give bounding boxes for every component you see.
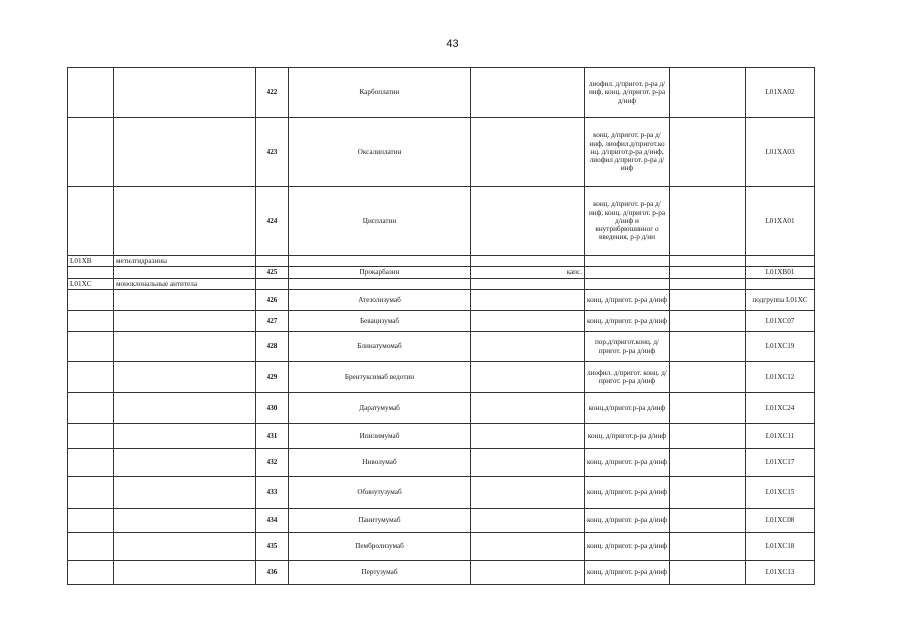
group-code-cell bbox=[68, 449, 114, 477]
atc-code: L01XC11 bbox=[746, 424, 815, 449]
group-code-cell bbox=[68, 424, 114, 449]
row-number: 432 bbox=[256, 449, 289, 477]
drug-extra bbox=[471, 561, 585, 585]
group-name-cell bbox=[114, 332, 256, 362]
empty-cell bbox=[746, 279, 815, 290]
group-name-cell bbox=[114, 68, 256, 118]
group-code: L01XB bbox=[68, 256, 114, 267]
group-row bbox=[68, 279, 815, 290]
table-row bbox=[68, 290, 815, 311]
dosage-form: конц.д/пригот.р-ра д/инф bbox=[585, 393, 670, 424]
row-number: 435 bbox=[256, 533, 289, 561]
empty-cell bbox=[471, 256, 585, 267]
row-number: 428 bbox=[256, 332, 289, 362]
group-name-cell bbox=[114, 509, 256, 533]
empty-cell bbox=[670, 68, 746, 118]
group-code-cell bbox=[68, 362, 114, 393]
group-name-cell bbox=[114, 311, 256, 332]
group-name-cell bbox=[114, 187, 256, 256]
drug-name: Обинутузумаб bbox=[289, 477, 471, 509]
atc-code: L01XC15 bbox=[746, 477, 815, 509]
empty-cell bbox=[585, 256, 670, 267]
row-number: 436 bbox=[256, 561, 289, 585]
table-row bbox=[68, 118, 815, 187]
empty-cell bbox=[670, 477, 746, 509]
drug-extra bbox=[471, 424, 585, 449]
drug-name: Панитумумаб bbox=[289, 509, 471, 533]
empty-cell bbox=[670, 332, 746, 362]
empty-cell bbox=[670, 267, 746, 279]
empty-cell bbox=[585, 279, 670, 290]
empty-cell bbox=[670, 362, 746, 393]
table-row bbox=[68, 267, 815, 279]
empty-cell bbox=[670, 533, 746, 561]
atc-code: L01XC19 bbox=[746, 332, 815, 362]
group-code-cell bbox=[68, 311, 114, 332]
atc-code: L01XC08 bbox=[746, 509, 815, 533]
group-name-cell bbox=[114, 533, 256, 561]
table-row bbox=[68, 68, 815, 118]
table-row bbox=[68, 393, 815, 424]
drug-name: Блинатумомаб bbox=[289, 332, 471, 362]
empty-cell bbox=[670, 290, 746, 311]
dosage-form: лиофил. д/пригот. р-ра д/инф, конц. д/пригот. р-ра д/инф bbox=[585, 68, 670, 118]
row-number: 423 bbox=[256, 118, 289, 187]
dosage-form: конц. д/пригот. р-ра д/инф, конц. д/пригот. р-ра д/инф и внутрибрюшинног о введения, р-р д/ин bbox=[585, 187, 670, 256]
drug-extra bbox=[471, 332, 585, 362]
group-code-cell bbox=[68, 68, 114, 118]
group-row bbox=[68, 256, 815, 267]
drug-name: Пембролизумаб bbox=[289, 533, 471, 561]
drug-name: Даратумумаб bbox=[289, 393, 471, 424]
table-row bbox=[68, 561, 815, 585]
table-row bbox=[68, 509, 815, 533]
table-row bbox=[68, 424, 815, 449]
row-number: 424 bbox=[256, 187, 289, 256]
drug-name: Ниволумаб bbox=[289, 449, 471, 477]
drug-extra bbox=[471, 393, 585, 424]
group-code-cell bbox=[68, 477, 114, 509]
drug-extra bbox=[471, 449, 585, 477]
empty-cell bbox=[670, 311, 746, 332]
atc-code: L01XA01 bbox=[746, 187, 815, 256]
empty-cell bbox=[670, 449, 746, 477]
group-name-cell bbox=[114, 290, 256, 311]
dosage-form: конц. д/пригот. р-ра д/инф bbox=[585, 290, 670, 311]
row-number: 429 bbox=[256, 362, 289, 393]
dosage-form: конц. д/пригот. р-ра д/инф bbox=[585, 449, 670, 477]
group-code-cell bbox=[68, 509, 114, 533]
drug-name: Бевацизумаб bbox=[289, 311, 471, 332]
row-number: 425 bbox=[256, 267, 289, 279]
group-name: моноклональные антитела bbox=[114, 279, 256, 290]
dosage-form: конц. д/пригот. р-ра д/инф bbox=[585, 477, 670, 509]
group-name-cell bbox=[114, 561, 256, 585]
table-row bbox=[68, 449, 815, 477]
atc-code: L01XC17 bbox=[746, 449, 815, 477]
table-row bbox=[68, 533, 815, 561]
empty-cell bbox=[670, 561, 746, 585]
drug-name: Ипилимумаб bbox=[289, 424, 471, 449]
dosage-form: конц. д/пригот. р-ра д/инф, лиофил.д/пригот.ко нц. д/пригот.р-ра д/инф, лиофил д/пригот. р-ра д/инф bbox=[585, 118, 670, 187]
group-name: метилгидразины bbox=[114, 256, 256, 267]
row-number: 434 bbox=[256, 509, 289, 533]
empty-cell bbox=[256, 256, 289, 267]
dosage-form: лиофил. д/пригот. конц. д/пригот. р-ра д/инф bbox=[585, 362, 670, 393]
drug-table bbox=[67, 67, 815, 585]
table-row bbox=[68, 187, 815, 256]
group-code-cell bbox=[68, 393, 114, 424]
drug-extra bbox=[471, 509, 585, 533]
group-code-cell bbox=[68, 118, 114, 187]
empty-cell bbox=[670, 279, 746, 290]
drug-extra bbox=[471, 68, 585, 118]
atc-code: L01XC12 bbox=[746, 362, 815, 393]
row-number: 426 bbox=[256, 290, 289, 311]
table-row bbox=[68, 332, 815, 362]
row-number: 427 bbox=[256, 311, 289, 332]
dosage-form: конц. д/пригот.р-ра д/инф bbox=[585, 424, 670, 449]
group-code-cell bbox=[68, 290, 114, 311]
group-code-cell bbox=[68, 561, 114, 585]
drug-name: Карбоплатин bbox=[289, 68, 471, 118]
drug-name: Брентуксимаб ведотин bbox=[289, 362, 471, 393]
row-number: 431 bbox=[256, 424, 289, 449]
drug-name: Атезолизумаб bbox=[289, 290, 471, 311]
dosage-form: конц. д/пригот. р-ра д/инф bbox=[585, 561, 670, 585]
dosage-form: конц. д/пригот. р-ра д/инф bbox=[585, 533, 670, 561]
table-row bbox=[68, 311, 815, 332]
dosage-form: пор.д/пригот.конц. д/пригот. р-ра д/инф bbox=[585, 332, 670, 362]
group-name-cell bbox=[114, 362, 256, 393]
drug-name: Прокарбазин bbox=[289, 267, 471, 279]
atc-code: L01XA03 bbox=[746, 118, 815, 187]
empty-cell bbox=[289, 279, 471, 290]
empty-cell bbox=[289, 256, 471, 267]
empty-cell bbox=[471, 279, 585, 290]
row-number: 430 bbox=[256, 393, 289, 424]
drug-extra: капс. bbox=[471, 267, 585, 279]
group-code-cell bbox=[68, 187, 114, 256]
group-code-cell bbox=[68, 533, 114, 561]
atc-code: L01XC24 bbox=[746, 393, 815, 424]
dosage-form bbox=[585, 267, 670, 279]
group-code-cell bbox=[68, 332, 114, 362]
group-name-cell bbox=[114, 477, 256, 509]
drug-extra bbox=[471, 118, 585, 187]
empty-cell bbox=[746, 256, 815, 267]
page-number: 43 bbox=[446, 38, 459, 50]
table-row bbox=[68, 477, 815, 509]
empty-cell bbox=[670, 424, 746, 449]
group-name-cell bbox=[114, 393, 256, 424]
atc-code: подгруппа L01XC bbox=[746, 290, 815, 311]
drug-extra bbox=[471, 533, 585, 561]
group-code-cell bbox=[68, 267, 114, 279]
atc-code: L01XC18 bbox=[746, 533, 815, 561]
group-name-cell bbox=[114, 267, 256, 279]
empty-cell bbox=[256, 279, 289, 290]
group-name-cell bbox=[114, 449, 256, 477]
atc-code: L01XA02 bbox=[746, 68, 815, 118]
atc-code: L01XC07 bbox=[746, 311, 815, 332]
drug-extra bbox=[471, 477, 585, 509]
dosage-form: конц. д/пригот. р-ра д/инф bbox=[585, 311, 670, 332]
empty-cell bbox=[670, 187, 746, 256]
drug-extra bbox=[471, 187, 585, 256]
empty-cell bbox=[670, 509, 746, 533]
table-row bbox=[68, 362, 815, 393]
drug-name: Цисплатин bbox=[289, 187, 471, 256]
group-name-cell bbox=[114, 424, 256, 449]
drug-name: Пертузумаб bbox=[289, 561, 471, 585]
empty-cell bbox=[670, 256, 746, 267]
drug-extra bbox=[471, 362, 585, 393]
drug-extra bbox=[471, 311, 585, 332]
empty-cell bbox=[670, 393, 746, 424]
row-number: 422 bbox=[256, 68, 289, 118]
dosage-form: конц. д/пригот. р-ра д/инф bbox=[585, 509, 670, 533]
group-name-cell bbox=[114, 118, 256, 187]
drug-extra bbox=[471, 290, 585, 311]
empty-cell bbox=[670, 118, 746, 187]
group-code: L01XC bbox=[68, 279, 114, 290]
atc-code: L01XC13 bbox=[746, 561, 815, 585]
atc-code: L01XB01 bbox=[746, 267, 815, 279]
row-number: 433 bbox=[256, 477, 289, 509]
drug-name: Оксалиплатин bbox=[289, 118, 471, 187]
